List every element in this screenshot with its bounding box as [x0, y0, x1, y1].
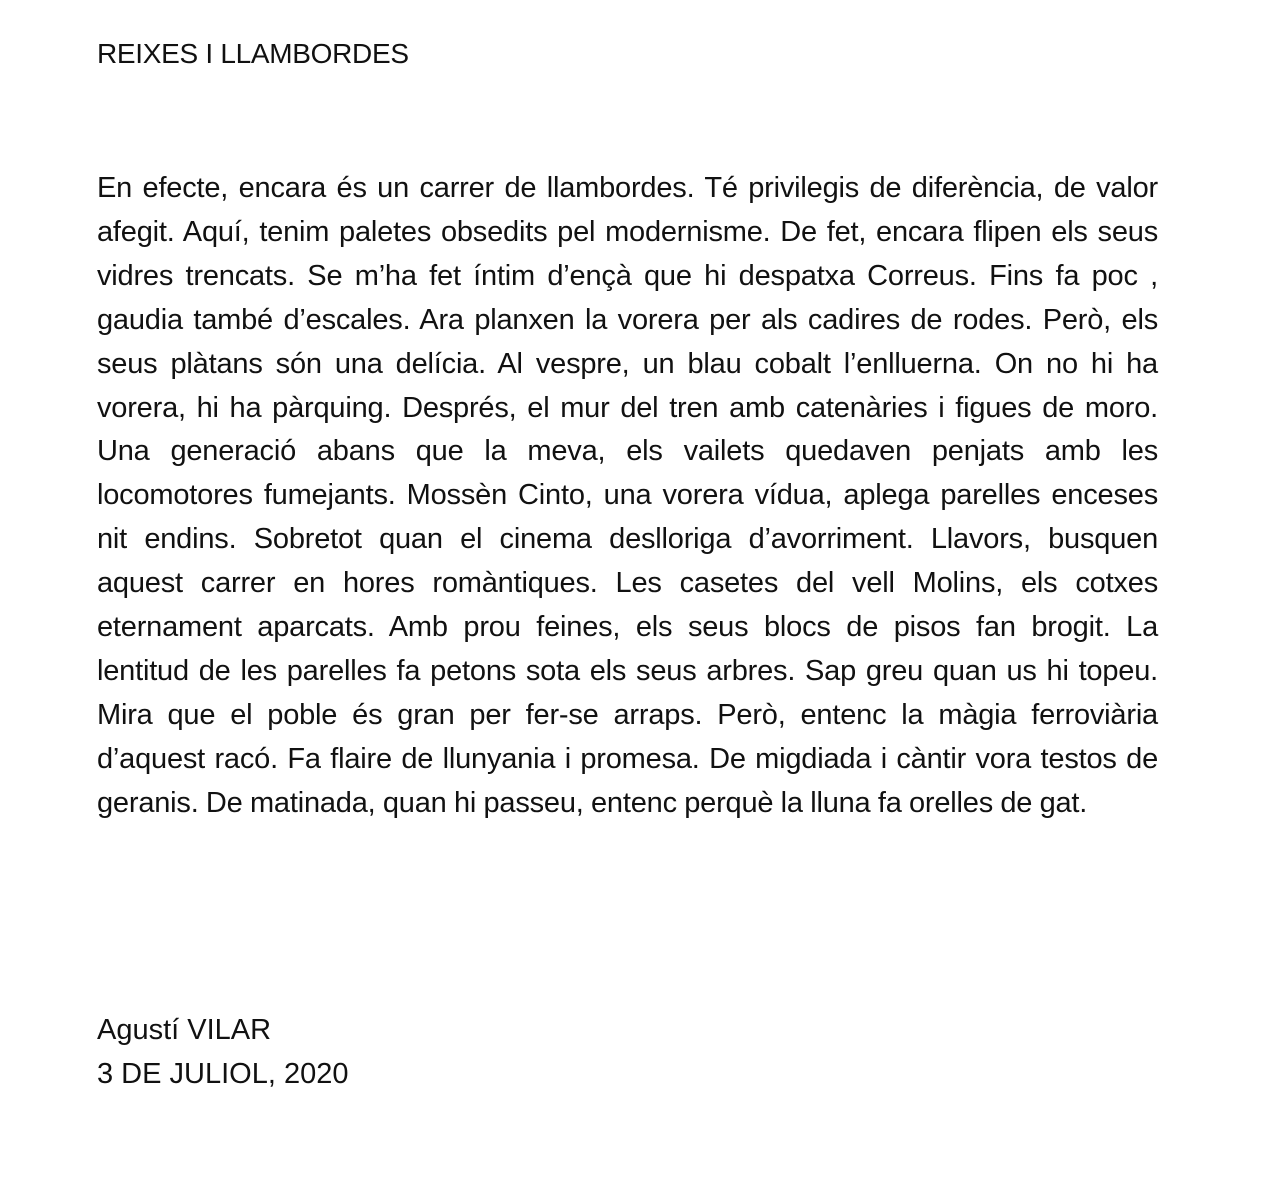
- document-title: REIXES I LLAMBORDES: [97, 38, 409, 69]
- document-date: 3 DE JULIOL, 2020: [97, 1058, 349, 1090]
- author-signature: Agustí VILAR: [97, 1014, 272, 1046]
- document-body: En efecte, encara és un carrer de llambordes. Té privilegis de diferència, de valor afegit. Aquí, tenim paletes obsedits pel modernisme. De fet, encara flipen els seus vidres trencats. Se m’ha fet íntim d’ençà que hi despatxa Correus. Fins fa poc , gaudia també d’escales. Ara planxen la vorera per als cadires de rodes. Però, els seus plàtans són una delícia. Al vespre, un blau cobalt l’enlluerna. On no hi ha vorera, hi ha pàrquing. Després, el mur del tren amb catenàries i figues de moro. Una generació abans que la meva, els vailets quedaven penjats amb les locomotores fumejants. Mossèn Cinto, una vorera vídua, aplega parelles enceses nit endins. Sobretot quan el cinema deslloriga d’avorriment. Llavors, busquen aquest carrer en hores romàntiques. Les casetes del vell Molins, els cotxes eternament aparcats. Amb prou feines, els seus blocs de pisos fan brogit. La lentitud de les parelles fa petons sota els seus arbres. Sap greu quan us hi topeu. Mira que el poble és gran per fer-se arraps. Però, entenc la màgia ferroviària d’aquest racó. Fa flaire de llunyania i promesa. De migdiada i càntir vora testos de geranis. De matinada, quan hi passeu, entenc perquè la lluna fa orelles de gat.: [97, 172, 1158, 819]
